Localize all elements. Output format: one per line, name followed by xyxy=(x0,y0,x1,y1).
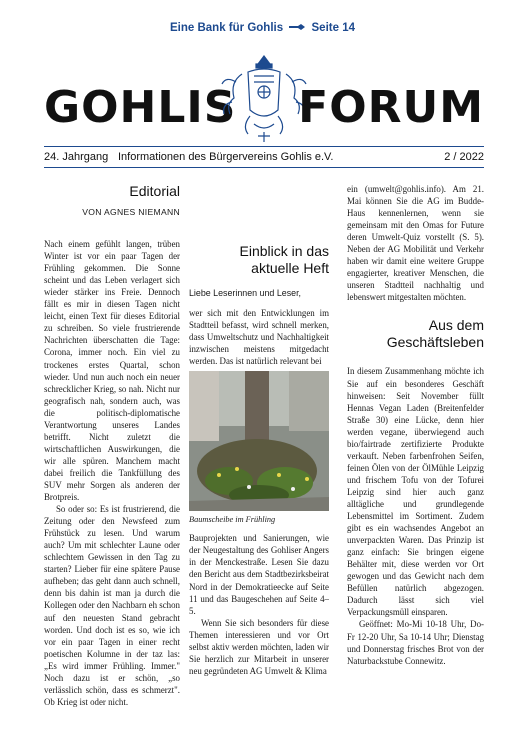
publication-subtitle: Informationen des Bürgervereins Gohlis e.V. xyxy=(118,151,334,163)
geschaeft-paragraph-1: In diesem Zusammenhang möchte ich Sie auf ein besonderes Geschäft hinweisen: Seit November füllt Hennas Vegan Laden (Breitenfelder Straße 30) eine Lücke, denn hier werden vegane, überwiegend auch bio/fairtrade zertifizierte Produkte verkauft. Neben farbenfrohen Seifen, feinen Ölen von der ÖlMühle Leipzig und frischem Tofu von der Tofurei Leipzig sind hier auch ganz alltägliche und grundlegende Lebensmittel im Sortiment. Zudem gibt es ein wachsendes Angebot an unverpackten Waren. Das Prinzip ist ganz einfach: Sie bringen eigene Behälter mit, diese werden vor Ort gewogen und das Gewicht nach dem Befüllen natürlich abgezogen. Dadurch lässt sich viel Verpackungsmüll einsparen. xyxy=(347,366,484,618)
einblick-title: Einblick in das aktuelle Heft xyxy=(239,243,329,276)
editorial-byline: VON AGNES NIEMANN xyxy=(82,207,180,217)
issue-number: 2 / 2022 xyxy=(444,151,484,163)
masthead-right-word: FORUM xyxy=(298,82,484,133)
info-bar xyxy=(44,146,484,168)
geschaeft-title: Aus dem Geschäftsleben xyxy=(386,317,484,351)
geschaeft-paragraph-2: Geöffnet: Mo-Mi 10-18 Uhr, Do-Fr 12-20 Uhr, Sa 10-14 Uhr; Dienstag und Donnerstag frisches Brot von der Naturbackstube Connewitz. xyxy=(347,619,484,666)
einblick-greeting: Liebe Leserinnen und Leser, xyxy=(189,288,302,298)
pointing-hand-icon xyxy=(289,22,305,34)
volume-label: 24. Jahrgang xyxy=(44,151,109,163)
photo-caption: Baumscheibe im Frühling xyxy=(189,515,276,525)
einblick-paragraph-3-start: Wenn Sie sich besonders für diese Themen interessieren und vor Ort selbst aktiv werden möchten, laden wir Sie herzlich zur Mitarbeit in unserer neu gegründeten AG Umwelt & Klima xyxy=(189,617,329,676)
column-right xyxy=(347,183,484,667)
editorial-paragraph-1: Nach einem gefühlt langen, trüben Winter ist vor ein paar Tagen der Frühling gekommen. Die Sonne scheint und das Leben verlagert sich wieder stärker ins Freie. Dennoch fällt es mir in diesen Tagen nicht leicht, einen Text für dieses Editorial zu schreiben. So viele frustrierende Nachrichten überschatten die Tage: Corona, immer noch. Ein viel zu trockenes erstes Quartal, schon wieder. Und nun auch noch ein neuer schrecklicher Krieg, so nah. Nicht nur geografisch nah, sondern auch, was die politisch-diplomatische Verantwortung unseres Landes betrifft. Nicht zuletzt die wirtschaftlichen Auswirkungen, die wir alle spüren. Manchem macht dabei freilich die Tankfüllung des SUV mehr Sorgen als anderen der Brotpreis. xyxy=(44,239,180,503)
column-editorial xyxy=(44,183,180,708)
einblick-paragraph-3: ein (umwelt@gohlis.info). Am 21. Mai können Sie die AG im Budde-Haus kennenlernen, wenn sie gemeinsam mit den Omas for Future deren Umwelt-Quiz vorstellt (S. 5). Neben der AG Mobilität und Verkehr haben wir damit eine weitere Gruppe engagierter, kreativer Menschen, die unseren Stadtteil nachhaltig und lebenswert mitgestalten möchten. xyxy=(347,184,484,303)
masthead-left-word: GOHLIS xyxy=(44,82,237,133)
column-einblick xyxy=(189,183,329,677)
editorial-paragraph-2: So oder so: Es ist frustrierend, die Zeitung oder den Newsfeed zum Frühstück zu lesen. Und warum auch? Um mit schlechter Laune oder schlechtem Gewissen in den Tag zu starten? Lieber für eine spätere Pause aufheben; das geht dann auch schnell, denn bis dahin ist man ja durch die Kollegen oder den Nachbarn eh schon auf den neuesten Stand gebracht worden. Und doch ist es so, wie ich vor ein paar Tagen in einer recht poetischen Kolumne in der taz las: „Es wird immer Frühling. Immer." Noch dazu ist er schön, „so verlässlich schön, dass es schmerzt". Ob Krieg ist oder nicht. xyxy=(44,504,180,707)
einblick-paragraph-1: wer sich mit den Entwicklungen im Stadtteil befasst, wird schnell merken, dass Umweltschutz und Nachhaltigkeit inzwischen meistens mitgedacht werden. Das ist natürlich relevant bei xyxy=(189,308,329,367)
editorial-title: Editorial xyxy=(129,183,180,199)
teaser-text: Eine Bank für Gohlis xyxy=(170,22,284,34)
tree-pit-photo xyxy=(189,371,329,511)
masthead xyxy=(44,52,484,142)
teaser-line[interactable] xyxy=(0,22,525,34)
teaser-page: Seite 14 xyxy=(311,22,355,34)
einblick-paragraph-2: Bauprojekten und Sanierungen, wie der Neugestaltung des Gohliser Angers in der Menckestraße. Lesen Sie dazu den Bericht aus dem Stadtbezirksbeirat Nord in der Demokratieecke auf Seite 11 und das Baugeschehen auf Seite 4–5. xyxy=(189,533,329,616)
